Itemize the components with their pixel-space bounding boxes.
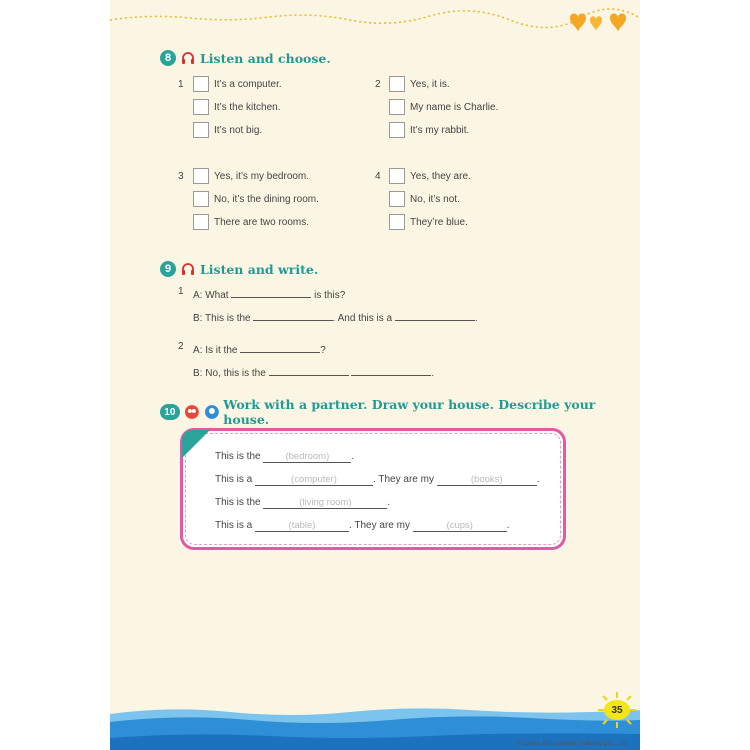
hint-blank[interactable]: (cups) — [413, 520, 507, 532]
hint-blank[interactable]: (books) — [437, 474, 537, 486]
option-label: It’s my rabbit. — [410, 124, 470, 136]
option-label: Yes, they are. — [410, 170, 471, 182]
line-text: . — [536, 474, 540, 485]
describe-line — [215, 520, 510, 532]
answer-blank[interactable] — [240, 341, 320, 353]
option-label: It’s not big. — [214, 124, 263, 136]
answer-blank[interactable] — [269, 364, 349, 376]
headphones-icon — [180, 50, 196, 66]
section-10-header — [160, 397, 640, 427]
hint-blank[interactable]: (table) — [255, 520, 349, 532]
speaking-icon — [204, 404, 220, 420]
question-number: 4 — [375, 171, 381, 182]
line-text: . And this is a — [332, 313, 393, 324]
question-number: 1 — [178, 79, 184, 90]
line-text: . — [351, 451, 355, 462]
answer-option[interactable] — [389, 214, 468, 230]
question-number: 2 — [178, 341, 184, 352]
headphones-icon — [180, 261, 196, 277]
line-text: . They are my — [373, 474, 434, 485]
write-line — [193, 341, 326, 356]
answer-option[interactable] — [389, 122, 469, 138]
section-title: Listen and write. — [200, 261, 319, 277]
checkbox[interactable] — [193, 191, 209, 207]
option-label: There are two rooms. — [214, 216, 310, 228]
line-text: This is the — [215, 451, 261, 462]
line-text: This is the — [215, 497, 261, 508]
write-line — [193, 286, 345, 301]
top-wave-decoration — [110, 0, 640, 40]
answer-blank[interactable] — [231, 286, 311, 298]
line-text: . — [387, 497, 391, 508]
describe-line — [215, 474, 540, 486]
checkbox[interactable] — [193, 99, 209, 115]
line-text: A: What — [193, 290, 229, 301]
option-label: Yes, it’s my bedroom. — [214, 170, 310, 182]
checkbox[interactable] — [389, 214, 405, 230]
line-text: is this? — [314, 290, 346, 301]
line-text: This is a — [215, 520, 253, 531]
line-text: A: Is it the — [193, 345, 238, 356]
checkbox[interactable] — [193, 168, 209, 184]
option-label: They’re blue. — [410, 216, 468, 228]
checkbox[interactable] — [389, 168, 405, 184]
hearts-icon — [562, 8, 640, 38]
question-number: 1 — [178, 286, 184, 297]
section-title: Listen and choose. — [200, 50, 331, 66]
hint-blank[interactable]: (bedroom) — [263, 451, 351, 463]
section-number: 10 — [160, 404, 180, 420]
checkbox[interactable] — [193, 76, 209, 92]
option-label: It’s a computer. — [214, 78, 282, 90]
checkbox[interactable] — [193, 214, 209, 230]
line-text: . — [506, 520, 510, 531]
option-label: It’s the kitchen. — [214, 101, 281, 113]
hint-blank[interactable]: (computer) — [255, 474, 373, 486]
section-number: 9 — [160, 261, 176, 277]
checkbox[interactable] — [389, 99, 405, 115]
page-number: 35 — [604, 700, 630, 720]
line-text: B: This is the — [193, 313, 251, 324]
checkbox[interactable] — [389, 76, 405, 92]
line-text: . — [431, 368, 435, 379]
section-8-header — [160, 50, 331, 66]
checkbox[interactable] — [193, 122, 209, 138]
checkbox[interactable] — [389, 191, 405, 207]
write-line — [193, 309, 478, 324]
line-text: . They are my — [349, 520, 410, 531]
describe-line — [215, 497, 390, 509]
copyright-text: © Caves Educational Training Co., Ltd. — [515, 740, 628, 747]
option-label: No, it’s the dining room. — [214, 193, 319, 205]
answer-option[interactable] — [389, 99, 498, 115]
question-number: 3 — [178, 171, 184, 182]
line-text: This is a — [215, 474, 253, 485]
section-9-header — [160, 261, 318, 277]
option-label: No, it’s not. — [410, 193, 460, 205]
write-line — [193, 364, 434, 379]
section-title: Work with a partner. Draw your house. Describe your house. — [223, 397, 596, 427]
answer-option[interactable] — [193, 99, 281, 115]
answer-option[interactable] — [193, 76, 282, 92]
line-text: B: No, this is the — [193, 368, 266, 379]
checkbox[interactable] — [389, 122, 405, 138]
answer-option[interactable] — [193, 191, 319, 207]
workbook-page — [110, 0, 640, 750]
answer-option[interactable] — [193, 214, 309, 230]
question-number: 2 — [375, 79, 381, 90]
option-label: My name is Charlie. — [410, 101, 499, 113]
describe-line — [215, 451, 354, 463]
answer-option[interactable] — [193, 122, 262, 138]
answer-blank[interactable] — [351, 364, 431, 376]
line-text: . — [474, 313, 478, 324]
line-text: ? — [320, 345, 326, 356]
answer-option[interactable] — [389, 191, 460, 207]
answer-option[interactable] — [389, 168, 471, 184]
option-label: Yes, it is. — [410, 78, 450, 90]
answer-option[interactable] — [389, 76, 450, 92]
answer-blank[interactable] — [395, 309, 475, 321]
corner-decoration — [182, 430, 210, 458]
drawing-frame[interactable] — [180, 428, 566, 550]
pair-work-icon — [184, 404, 200, 420]
answer-option[interactable] — [193, 168, 309, 184]
hint-blank[interactable]: (living room) — [263, 497, 387, 509]
answer-blank[interactable] — [253, 309, 333, 321]
section-number: 8 — [160, 50, 176, 66]
